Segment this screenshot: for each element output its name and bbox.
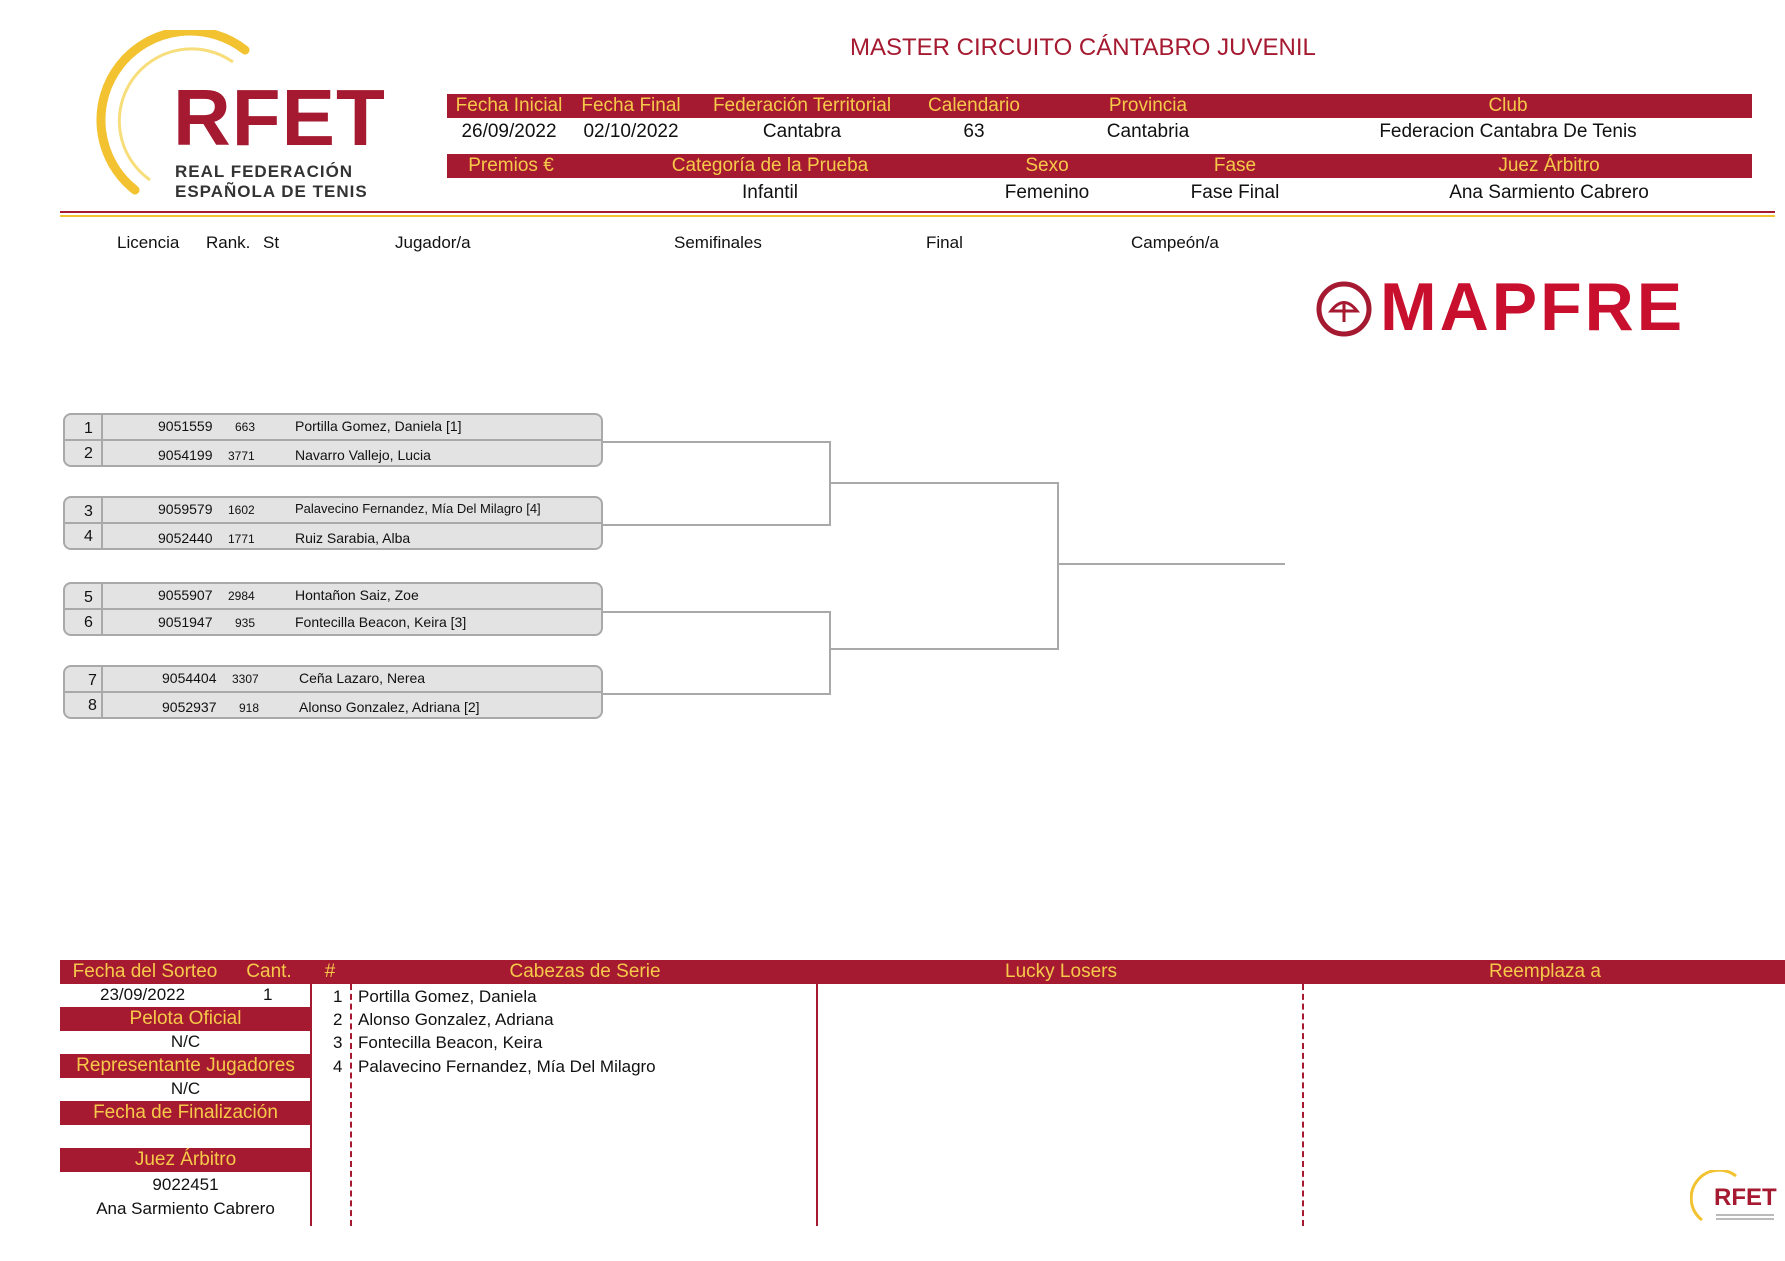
header-fecha-inicial: Fecha Inicial	[455, 95, 563, 116]
value-calendario: 63	[963, 121, 985, 142]
bracket-line	[603, 611, 831, 613]
player-rank: 3771	[228, 449, 255, 463]
divider-dashed-1	[350, 984, 352, 1226]
seed-name: Fontecilla Beacon, Keira	[358, 1033, 543, 1052]
player-licencia: 9054404	[162, 670, 217, 686]
col-final: Final	[926, 233, 963, 252]
header-fecha-sorteo: Fecha del Sorteo	[72, 961, 218, 982]
rfet-logo	[95, 30, 395, 210]
header-cabezas: Cabezas de Serie	[509, 961, 661, 982]
info-header-bar-1	[447, 94, 1752, 118]
player-licencia: 9051559	[158, 418, 213, 434]
finalizacion-label: Fecha de Finalización	[60, 1101, 311, 1125]
logo-small-lines	[1716, 1218, 1774, 1220]
header-categoria: Categoría de la Prueba	[671, 155, 869, 176]
player-rank: 918	[239, 701, 260, 715]
seed-name: Alonso Gonzalez, Adriana	[358, 1010, 554, 1029]
col-campeon: Campeón/a	[1131, 233, 1219, 252]
info-header-bar-2	[447, 154, 1752, 178]
header-fecha-final: Fecha Final	[581, 95, 681, 116]
divider-middle	[816, 984, 818, 1226]
header-sexo: Sexo	[1025, 155, 1069, 176]
player-name: Fontecilla Beacon, Keira [3]	[295, 614, 467, 630]
logo-letters: RFET	[173, 73, 386, 162]
player-name: Hontañon Saiz, Zoe	[295, 587, 419, 603]
player-rank: 935	[235, 616, 256, 630]
value-federacion: Cantabra	[762, 121, 842, 142]
col-st: St	[263, 233, 280, 252]
mapfre-emblem-icon	[1315, 280, 1373, 338]
juez-label: Juez Árbitro	[60, 1148, 311, 1172]
player-seed: 2	[84, 445, 93, 462]
player-seed: 8	[88, 697, 97, 714]
separator-red	[60, 211, 1775, 213]
header-reemplaza: Reemplaza a	[1489, 961, 1601, 982]
player-rank: 3307	[232, 672, 259, 686]
player-name: Palavecino Fernandez, Mía Del Milagro [4]	[295, 501, 541, 516]
divider-dashed-2	[1302, 984, 1304, 1226]
player-seed: 5	[84, 589, 93, 606]
player-rank: 2984	[228, 589, 255, 603]
page-title: MASTER CIRCUITO CÁNTABRO JUVENIL	[850, 34, 1316, 61]
col-semifinales: Semifinales	[674, 233, 762, 252]
seed-name: Portilla Gomez, Daniela	[358, 987, 537, 1006]
player-licencia: 9054199	[158, 447, 213, 463]
value-fecha-sorteo: 23/09/2022	[100, 985, 186, 1004]
value-club: Federacion Cantabra De Tenis	[1379, 121, 1637, 142]
bracket-line	[603, 441, 831, 443]
player-rank: 1602	[228, 503, 255, 517]
seed-num: 3	[333, 1033, 343, 1052]
divider-left	[310, 984, 312, 1226]
value-juez: Ana Sarmiento Cabrero	[1449, 182, 1649, 203]
value-sexo: Femenino	[1004, 182, 1090, 203]
player-licencia: 9051947	[158, 614, 213, 630]
header-lucky: Lucky Losers	[1005, 961, 1117, 982]
col-licencia: Licencia	[117, 233, 180, 252]
value-cant: 1	[263, 985, 273, 1004]
header-num: #	[324, 961, 336, 982]
logo-small-lines	[1716, 1214, 1774, 1216]
value-fecha-inicial: 26/09/2022	[461, 121, 557, 142]
header-fase: Fase	[1213, 155, 1257, 176]
player-name: Ceña Lazaro, Nerea	[299, 670, 426, 686]
header-provincia: Provincia	[1108, 95, 1188, 116]
bracket-line	[829, 611, 831, 695]
juez-nombre: Ana Sarmiento Cabrero	[96, 1199, 275, 1218]
player-licencia: 9055907	[158, 587, 213, 603]
seed-num: 2	[333, 1010, 343, 1029]
player-seed: 1	[84, 420, 93, 437]
player-rank: 663	[235, 420, 256, 434]
player-seed: 4	[84, 528, 93, 545]
logo-letters-small: RFET	[1714, 1184, 1777, 1211]
value-provincia: Cantabria	[1106, 121, 1190, 142]
seed-num: 4	[333, 1057, 343, 1076]
representante-value: N/C	[170, 1079, 201, 1098]
col-rank: Rank.	[206, 233, 251, 252]
player-seed: 6	[84, 614, 93, 631]
rfet-logo-small	[1690, 1170, 1780, 1230]
bracket-line	[603, 524, 831, 526]
value-fase: Fase Final	[1190, 182, 1280, 203]
player-licencia: 9052440	[158, 530, 213, 546]
header-federacion: Federación Territorial	[712, 95, 892, 116]
logo-line2: ESPAÑOLA DE TENIS	[175, 182, 368, 201]
bracket-line	[831, 482, 1059, 484]
player-name: Navarro Vallejo, Lucia	[295, 447, 431, 463]
player-name: Portilla Gomez, Daniela [1]	[295, 418, 462, 434]
representante-label: Representante Jugadores	[60, 1054, 311, 1078]
seed-name: Palavecino Fernandez, Mía Del Milagro	[358, 1057, 656, 1076]
player-seed: 7	[88, 672, 97, 689]
player-name: Alonso Gonzalez, Adriana [2]	[299, 699, 480, 715]
header-premios: Premios €	[468, 155, 554, 176]
bracket-line	[1059, 563, 1285, 565]
player-seed: 3	[84, 503, 93, 520]
bracket-line	[831, 648, 1059, 650]
pelota-label: Pelota Oficial	[60, 1007, 311, 1031]
sponsor-name: MAPFRE	[1380, 269, 1686, 345]
header-juez: Juez Árbitro	[1498, 155, 1600, 176]
bracket-line	[1057, 482, 1059, 650]
separator-yellow	[60, 215, 1775, 217]
logo-line1: REAL FEDERACIÓN	[175, 162, 354, 181]
juez-licencia: 9022451	[152, 1175, 219, 1194]
player-name: Ruiz Sarabia, Alba	[295, 530, 411, 546]
player-rank: 1771	[228, 532, 255, 546]
header-calendario: Calendario	[928, 95, 1020, 116]
header-club: Club	[1488, 95, 1528, 116]
col-jugador: Jugador/a	[395, 233, 471, 252]
bracket-line	[603, 693, 831, 695]
value-categoria: Infantil	[742, 182, 798, 203]
player-licencia: 9059579	[158, 501, 213, 517]
pelota-value: N/C	[170, 1032, 201, 1051]
bottom-header-bar	[60, 960, 1785, 984]
seed-num: 1	[333, 987, 343, 1006]
value-fecha-final: 02/10/2022	[583, 121, 679, 142]
sponsor-logo	[1310, 269, 1750, 345]
player-licencia: 9052937	[162, 699, 217, 715]
header-cant: Cant.	[246, 961, 292, 982]
